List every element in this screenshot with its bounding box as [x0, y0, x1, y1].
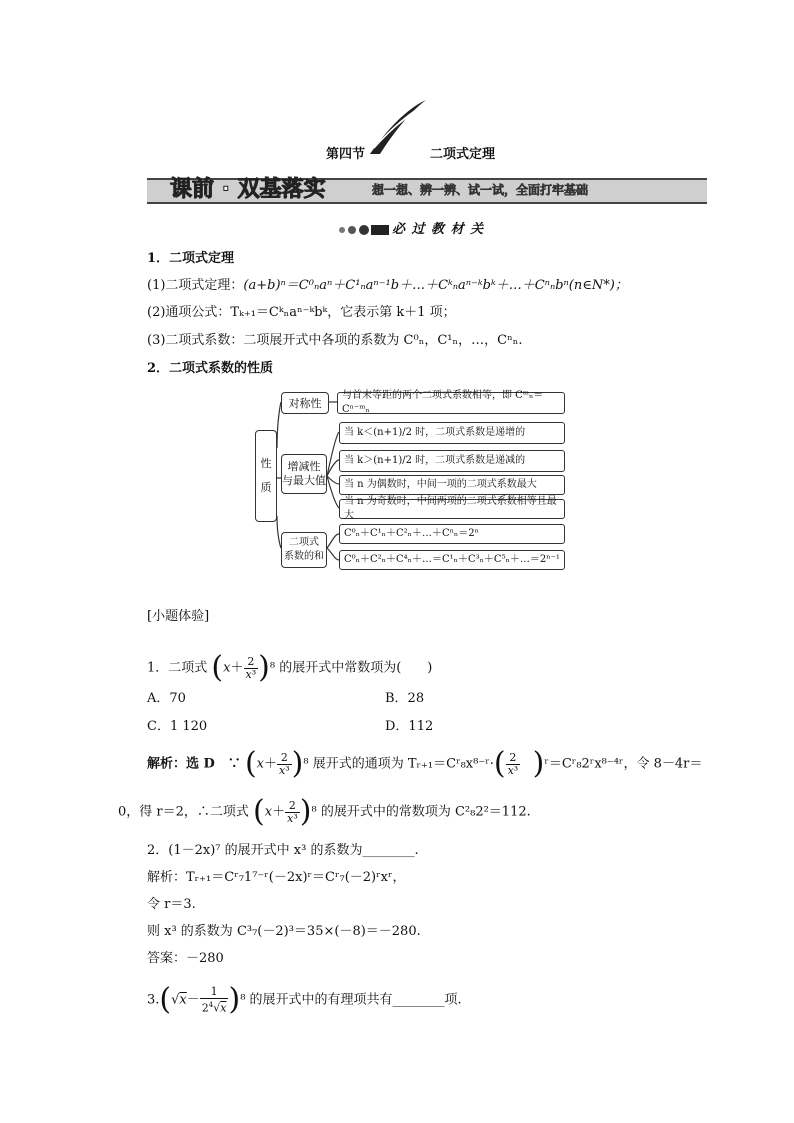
section-number: 第四节 [326, 147, 366, 162]
node-symmetry: 对称性 [281, 392, 329, 414]
banner-title: 课前 · 双基落实 [170, 177, 326, 202]
q1-sol-mid: ⁸ 展开式的通项为 Tᵣ₊₁＝Cʳ₈x⁸⁻ʳ· [303, 756, 494, 772]
q3-prefix: 3. [147, 992, 160, 1008]
item2-heading: 2．二项式系数的性质 [147, 361, 274, 376]
node-sum: 二项式 系数的和 [281, 532, 327, 568]
mono-even: 当 n 为偶数时，中间一项的二项式系数最大 [339, 475, 565, 495]
q1-sol-end: ʳ＝Cʳ₈2ʳx⁸⁻⁴ʳ，令 8－4r＝ [544, 756, 703, 772]
q2-sol3: 则 x³ 的系数为 C³₇(－2)³＝35×(－8)＝－280. [147, 924, 421, 939]
item1-heading: 1．二项式定理 [147, 251, 235, 266]
q2-answer: 答案：－280 [147, 951, 224, 966]
q1-sol-line2a: 0，得 r＝2，∴二项式 [118, 804, 249, 820]
mono-increasing: 当 k＜(n+1)/2 时，二项式系数是递增的 [339, 422, 565, 444]
q1-option-b: B．28 [385, 691, 425, 706]
item1-3 [147, 332, 522, 350]
q1-solution: 解析：选 D ∵ (x＋ $\frac{2}{\text{x³}}$ )⁸ 展开式的通项为 Tᵣ₊₁＝Cʳ₈x⁸⁻ʳ·( $\frac{2}{\text{x³}}$ )ʳ＝Cʳ₈2ʳx⁸⁻⁴ʳ，令 8－4r＝ [147, 746, 703, 781]
item1-2-formula: Tₖ₊₁＝Cᵏₙaⁿ⁻ᵏbᵏ，它表示第 k＋1 项； [230, 305, 456, 320]
q2-sol2: 令 r＝3. [147, 897, 196, 912]
item1-3-text: 二项展开式中各项的系数为 C⁰ₙ，C¹ₙ，…，Cⁿₙ. [243, 333, 523, 348]
q2-text: 2．(1－2x)⁷ 的展开式中 x³ 的系数为________. [147, 843, 419, 858]
q2-sol1: 解析：Tᵣ₊₁＝Cʳ₇1⁷⁻ʳ(－2x)ʳ＝Cʳ₇(－2)ʳxʳ， [147, 870, 406, 885]
item1-2 [147, 304, 456, 322]
q1-sol-label: 解析：选 D ∵ [147, 756, 241, 772]
symmetry-desc: 与首末等距的两个二项式系数相等，即 Cᵐₙ＝Cⁿ⁻ᵐₙ [337, 392, 565, 414]
q1: 1．二项式 (x＋ $\frac{2}{\text{x³}}$ )⁸ 的展开式中常数项为( ) [147, 650, 433, 685]
dots-icon [337, 221, 389, 240]
subheading: 必 过 教 材 关 [392, 222, 485, 237]
item1-1-formula: (a+b)ⁿ＝C⁰ₙaⁿ＋C¹ₙaⁿ⁻¹b＋…＋Cᵏₙaⁿ⁻ᵏbᵏ＋…＋Cⁿₙbⁿ(n∈N*)； [243, 278, 628, 293]
banner-motto: 想一想、辨一辨、试一试，全面打牢基础 [372, 183, 589, 197]
item1-1-label: (1)二项式定理： [147, 278, 244, 293]
q1-option-c: C．1 120 [147, 719, 208, 734]
practice-heading: [小题体验] [147, 609, 210, 624]
properties-diagram [255, 388, 567, 574]
node-properties: 性 质 [255, 430, 277, 522]
item1-3-label: (3)二项式系数： [147, 333, 244, 348]
sum-total: C⁰ₙ＋C¹ₙ＋C²ₙ＋…＋Cⁿₙ＝2ⁿ [339, 524, 565, 544]
sum-odd-even: C⁰ₙ＋C²ₙ＋C⁴ₙ＋…＝C¹ₙ＋C³ₙ＋C⁵ₙ＋…＝2ⁿ⁻¹ [339, 550, 565, 570]
mono-decreasing: 当 k＞(n+1)/2 时，二项式系数是递减的 [339, 450, 565, 472]
mono-odd: 当 n 为奇数时，中间两项的二项式系数相等且最大 [339, 499, 565, 519]
q1-suffix: ⁸ 的展开式中常数项为( ) [269, 660, 433, 676]
item1-1 [147, 277, 628, 295]
q3: 3.(√x－ $\frac{1}{2^4√x}$ )⁸ 的展开式中的有理项共有________项. [147, 982, 462, 1017]
q1-prefix: 1．二项式 [147, 660, 208, 676]
q1-solution-line2: 0，得 r＝2，∴二项式 (x＋ $\frac{2}{\text{x³}}$ )⁸ 的展开式中的常数项为 C²₈2²＝112. [118, 794, 531, 829]
q1-sol-line2b: ⁸ 的展开式中的常数项为 C²₈2²＝112. [311, 804, 531, 820]
node-monotonicity: 增减性 与最大值 [281, 454, 327, 494]
q3-suffix: ⁸ 的展开式中的有理项共有________项. [240, 992, 462, 1008]
item1-2-label: (2)通项公式： [147, 305, 231, 320]
page-title: 二项式定理 [430, 147, 496, 162]
swoosh-logo [368, 98, 428, 158]
q1-option-d: D．112 [385, 719, 434, 734]
q1-option-a: A．70 [147, 691, 186, 706]
